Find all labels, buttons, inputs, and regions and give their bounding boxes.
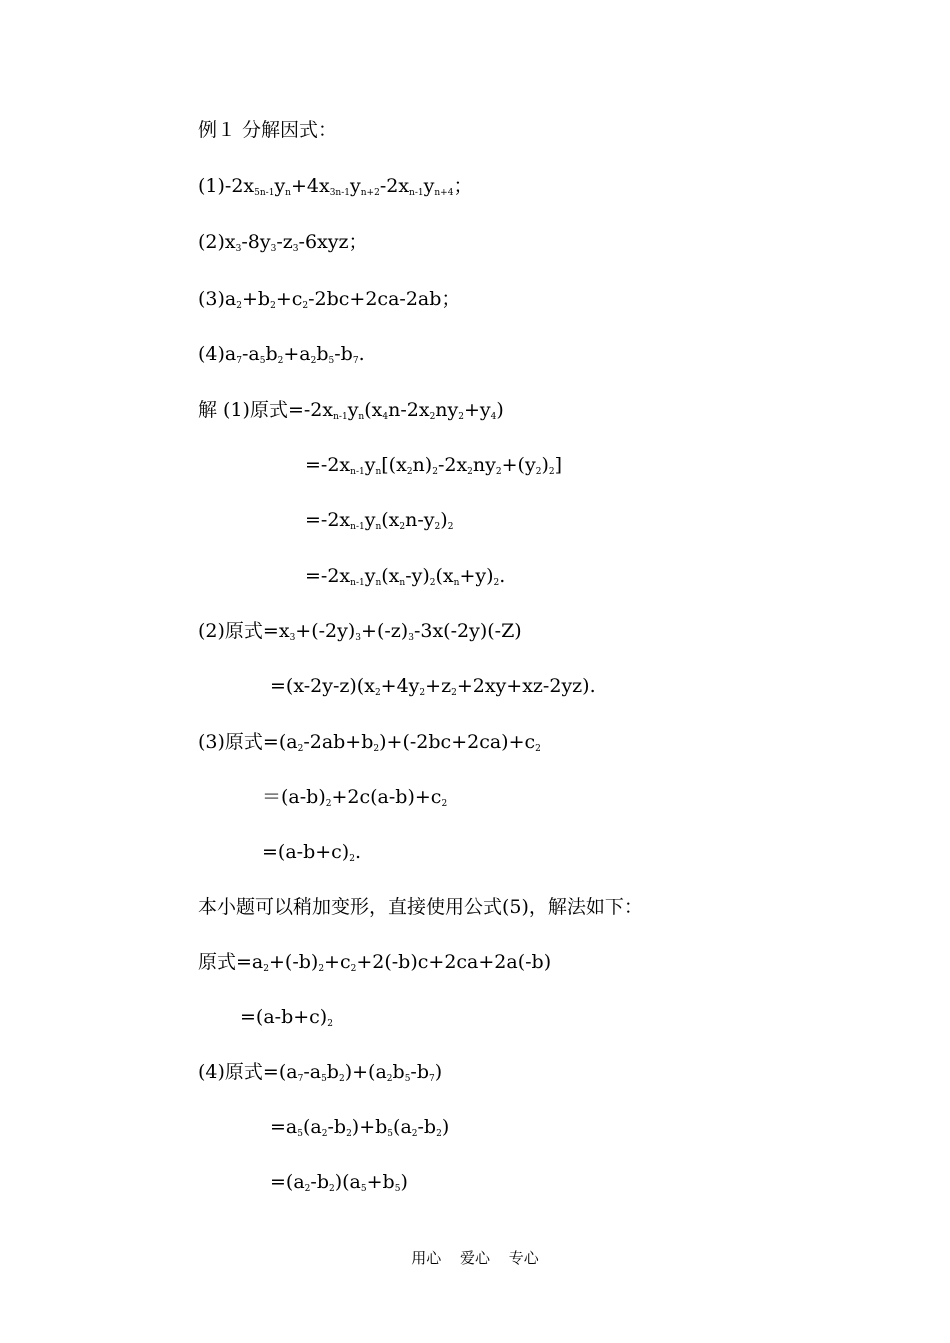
text-run: y [364, 509, 376, 531]
subscript: 2 [263, 964, 269, 974]
math-line [270, 674, 596, 702]
text-run: 例１ 分解因式： [198, 119, 338, 141]
text-run: n-2x [388, 399, 430, 421]
subscript: n [399, 578, 406, 588]
math-line [198, 230, 368, 258]
text-run: -z [276, 231, 293, 253]
subscript: 7 [297, 1074, 304, 1084]
subscript: 3 [355, 633, 362, 643]
subscript: 5n-1 [254, 188, 275, 198]
subscript: 5 [328, 356, 335, 366]
subscript: 4 [382, 412, 389, 422]
text-run: ny [472, 454, 496, 476]
text-run: 解 (1)原式=-2x [198, 399, 334, 421]
subscript: 4 [490, 412, 497, 422]
subscript: 2 [535, 744, 541, 754]
text-run: n-y [405, 509, 435, 531]
text-run: b [265, 343, 278, 365]
subscript: 2 [419, 688, 426, 698]
text-run: ) [441, 1116, 450, 1138]
text-run: y [347, 399, 359, 421]
subscript: 2 [429, 578, 436, 588]
subscript: 2 [441, 799, 448, 809]
subscript: 2 [321, 1129, 328, 1139]
math-line [270, 1115, 449, 1143]
text-run: 原式=a [198, 951, 264, 973]
subscript: 2 [495, 467, 502, 477]
text-run: -2bc+2ca-2ab； [308, 288, 461, 310]
subscript: 2 [349, 854, 355, 864]
text-run: -b [334, 343, 353, 365]
math-line [305, 453, 562, 481]
text-run: )(a [334, 1171, 361, 1193]
text-run: +c [324, 951, 351, 973]
text-run: +2xy+xz-2yz). [456, 675, 596, 697]
subscript: 2 [373, 744, 380, 754]
subscript: n [375, 467, 382, 477]
text-run: +(y [501, 454, 536, 476]
text-run: )+b [351, 1116, 388, 1138]
subscript: n-1 [333, 412, 348, 422]
text-run: -6xyz； [298, 231, 368, 253]
math-line [305, 508, 453, 536]
text-run: -2x [379, 175, 410, 197]
text-run: ) [400, 1171, 408, 1193]
text-run: -y) [405, 565, 430, 587]
text-run: -a [241, 343, 260, 365]
subscript: 5 [404, 1074, 411, 1084]
subscript: 2 [447, 522, 454, 532]
subscript: 3 [289, 633, 296, 643]
subscript: 2 [329, 1184, 335, 1194]
text-run: +4y [380, 675, 420, 697]
subscript: 5 [394, 1184, 401, 1194]
text-run: (2)x [198, 231, 236, 253]
text-run: (3)原式=(a [198, 731, 298, 753]
page-footer: 用心 爱心 专心 [411, 1249, 539, 1267]
subscript: 2 [429, 412, 436, 422]
subscript: 2 [434, 522, 441, 532]
text-run: (3)a [198, 288, 237, 310]
text-run: b [326, 1061, 339, 1083]
subscript: n [375, 578, 382, 588]
text-run: . [354, 841, 361, 863]
subscript: 5 [297, 1129, 303, 1139]
text-run: +z [425, 675, 452, 697]
text-run: +y [464, 399, 491, 421]
subscript: 2 [270, 301, 276, 311]
subscript: 3 [408, 633, 414, 643]
text-run: (a [393, 1116, 412, 1138]
text-run: -8y [241, 231, 271, 253]
text-run: +2(-b)c+2ca+2a(-b) [356, 951, 552, 973]
text-run: -b [417, 1116, 437, 1138]
text-run: +b [366, 1171, 395, 1193]
text-run: (4)a [198, 343, 237, 365]
text-run: -a [303, 1061, 322, 1083]
math-line [262, 785, 447, 813]
subscript: 2 [467, 467, 473, 477]
subscript: 2 [327, 1019, 333, 1029]
subscript: 2 [458, 412, 465, 422]
subscript: 2 [318, 964, 325, 974]
text-run: [(x [381, 454, 407, 476]
subscript: 2 [297, 744, 304, 754]
subscript: 7 [429, 1074, 435, 1084]
text-run: -b [310, 1171, 329, 1193]
subscript: 7 [352, 356, 359, 366]
subscript: 2 [277, 356, 284, 366]
text-run: b [392, 1061, 405, 1083]
subscript: 2 [350, 964, 357, 974]
subscript: n [285, 188, 291, 198]
text-run: -3x(-2y)(-Z) [413, 620, 522, 642]
text-run: =(a-b+c) [262, 841, 350, 863]
text-run: +c [275, 288, 303, 310]
subscript: 2 [302, 301, 309, 311]
text-run: -2x [437, 454, 468, 476]
subscript: 3 [292, 244, 299, 254]
math-line [198, 118, 337, 142]
text-run: (1)-2x [198, 175, 255, 197]
subscript: 2 [451, 688, 457, 698]
text-run: ] [554, 454, 563, 476]
math-line [198, 342, 365, 370]
subscript: 3 [270, 244, 277, 254]
text-run: 本小题可以稍加变形，直接使用公式(5)，解法如下： [198, 896, 643, 918]
text-run: +b [241, 288, 271, 310]
subscript: 2 [535, 467, 542, 477]
text-run: y [423, 175, 435, 197]
text-run: y [274, 175, 286, 197]
text-run: ) [541, 454, 549, 476]
subscript: 2 [493, 578, 500, 588]
subscript: 2 [236, 301, 242, 311]
text-run: ) [496, 399, 504, 421]
math-line [198, 895, 643, 919]
text-run: ny [435, 399, 459, 421]
text-run: -2ab+b [303, 731, 374, 753]
math-line [198, 287, 460, 315]
text-run: (2)原式=x [198, 620, 290, 642]
text-run: -b [410, 1061, 430, 1083]
text-run: =-2x [305, 565, 351, 587]
subscript: 7 [236, 356, 242, 366]
subscript: 2 [374, 688, 381, 698]
text-run: +(-2y) [295, 620, 356, 642]
text-run: =-2x [305, 454, 351, 476]
math-line [198, 174, 472, 202]
text-run: n) [412, 454, 433, 476]
math-line [240, 1005, 333, 1033]
subscript: n [375, 522, 382, 532]
subscript: n+2 [360, 188, 380, 198]
math-line [305, 564, 505, 592]
text-run: =(x-2y-z)(x [270, 675, 375, 697]
text-run: =a [270, 1116, 298, 1138]
text-run: (4)原式=(a [198, 1061, 298, 1083]
text-run: +a [283, 343, 311, 365]
text-run: . [358, 343, 365, 365]
subscript: n-1 [350, 467, 365, 477]
subscript: 2 [548, 467, 555, 477]
subscript: 5 [321, 1074, 327, 1084]
text-run: +(-z) [361, 620, 409, 642]
text-run: +y) [459, 565, 494, 587]
text-run: =-2x [305, 509, 351, 531]
text-run: y [364, 565, 376, 587]
text-run: (x [435, 565, 454, 587]
text-run: +4x [290, 175, 330, 197]
text-run: ) [440, 509, 448, 531]
subscript: 5 [360, 1184, 367, 1194]
text-run: +2c(a-b)+c [331, 786, 442, 808]
subscript: n [358, 412, 365, 422]
text-run: y [364, 454, 376, 476]
subscript: n+4 [434, 188, 454, 198]
math-line [198, 398, 504, 426]
math-line [198, 950, 551, 978]
text-run: b [316, 343, 329, 365]
subscript: 2 [325, 799, 332, 809]
text-run: )+(-2bc+2ca)+c [379, 731, 536, 753]
math-line [198, 619, 522, 647]
subscript: 2 [436, 1129, 442, 1139]
text-run: (a [302, 1116, 322, 1138]
text-run: ； [453, 175, 473, 197]
text-run: ) [434, 1061, 443, 1083]
subscript: 3n-1 [329, 188, 350, 198]
subscript: n [453, 578, 460, 588]
subscript: 2 [406, 467, 413, 477]
subscript: 2 [304, 1184, 311, 1194]
subscript: n-1 [409, 188, 424, 198]
text-run: -b [327, 1116, 347, 1138]
subscript: 2 [346, 1129, 352, 1139]
text-run: y [350, 175, 361, 197]
subscript: 2 [338, 1074, 345, 1084]
text-run: =(a [270, 1171, 305, 1193]
text-run: (x [364, 399, 383, 421]
text-run: ＝(a-b) [262, 786, 326, 808]
text-run: =(a-b+c) [240, 1006, 328, 1028]
subscript: 2 [411, 1129, 418, 1139]
math-line [198, 730, 541, 758]
text-run: . [499, 565, 506, 587]
subscript: n-1 [350, 522, 365, 532]
text-run: (x [381, 509, 400, 531]
subscript: 5 [387, 1129, 394, 1139]
subscript: 2 [399, 522, 406, 532]
text-run: (x [381, 565, 400, 587]
text-run: +(-b) [268, 951, 319, 973]
subscript: 3 [235, 244, 242, 254]
subscript: 2 [432, 467, 438, 477]
subscript: 2 [310, 356, 317, 366]
math-line [198, 1060, 442, 1088]
math-line [262, 840, 361, 868]
subscript: 5 [259, 356, 266, 366]
text-run: )+(a [344, 1061, 387, 1083]
subscript: n-1 [350, 578, 365, 588]
subscript: 2 [386, 1074, 393, 1084]
math-line [270, 1170, 408, 1198]
